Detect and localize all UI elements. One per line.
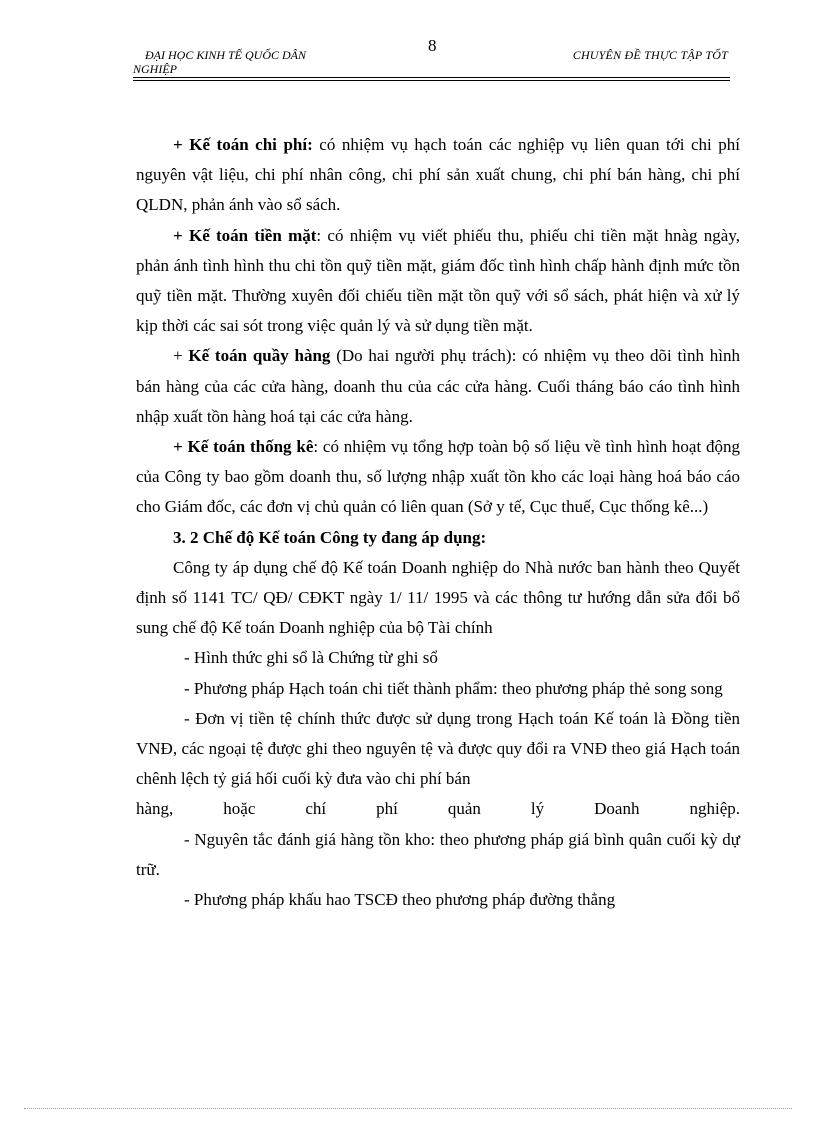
list-item-bookkeeping-form: - Hình thức ghi sổ là Chứng từ ghi sổ bbox=[184, 648, 438, 668]
list-item-depreciation: - Phương pháp khấu hao TSCĐ theo phương pháp đường thẳng bbox=[184, 890, 616, 910]
text-counter-accountant: (Do hai người phụ trách): có nhiệm vụ theo dõi tình hình bán hàng của các cửa hàng, doanh thu của các cửa hàng. Cuối tháng báo cáo tình hình nhập xuất tồn hàng hoá tại các cửa hàng. bbox=[136, 346, 740, 426]
paragraph-counter-accountant bbox=[136, 341, 740, 432]
label-cash-accountant: + Kế toán tiền mặt bbox=[173, 225, 317, 245]
page-header bbox=[133, 36, 730, 80]
label-cost-accountant: + Kế toán chi phí: bbox=[173, 135, 313, 154]
list-item-inventory-valuation: - Nguyên tắc đánh giá hàng tồn kho: theo phương pháp giá bình quân cuối kỳ dự trữ. bbox=[136, 829, 740, 879]
list-item-currency: - Đơn vị tiền tệ chính thức được sử dụng trong Hạch toán Kế toán là Đồng tiền VNĐ, các ngoại tệ được ghi theo nguyên tệ và được quy đổi ra VNĐ theo giá Hạch toán chênh lệch tỷ giá hối cuối kỳ đưa vào chi phí bán bbox=[136, 708, 740, 789]
page-bottom-border bbox=[24, 1108, 792, 1109]
list-item-product-method: - Phương pháp Hạch toán chi tiết thành phẩm: theo phương pháp thẻ song song bbox=[184, 678, 723, 698]
paragraph-statistics-accountant bbox=[136, 432, 740, 523]
header-report-title: CHUYÊN ĐỀ THỰC TẬP TỐT bbox=[572, 48, 728, 62]
header-university: ĐẠI HỌC KINH TẾ QUỐC DÂN bbox=[145, 48, 307, 62]
prefix-counter-accountant: + bbox=[173, 346, 189, 366]
list-item-currency-cont: hàng, hoặc chí phí quản lý Doanh nghiệp. bbox=[136, 799, 740, 819]
paragraph-cost-accountant bbox=[136, 130, 740, 221]
document-body bbox=[136, 130, 740, 915]
paragraph-accounting-regime: Công ty áp dụng chế độ Kế toán Doanh nghiệp do Nhà nước ban hành theo Quyết định số 1141 TC/ QĐ/ CĐKT ngày 1/ 11/ 1995 và các thông tư hướng dẫn sửa đổi bổ sung chế độ Kế toán Doanh nghiệp của bộ Tài chính bbox=[136, 557, 740, 638]
text-statistics-accountant: : có nhiệm vụ tổng hợp toàn bộ số liệu về tình hình hoạt động của Công ty bao gồm doanh thu, số lượng nhập xuất tồn kho các loại hàng hoá báo cáo cho Giám đốc, các đơn vị chủ quản có liên quan (Sở y tế, Cục thuế, Cục thống kê...) bbox=[136, 437, 740, 517]
page-number: 8 bbox=[428, 36, 437, 55]
section-heading: 3. 2 Chế độ Kế toán Công ty đang áp dụng: bbox=[173, 527, 487, 547]
header-university-cont: NGHIỆP bbox=[133, 62, 177, 76]
label-statistics-accountant: + Kế toán thống kê bbox=[173, 437, 314, 457]
label-counter-accountant: Kế toán quầy hàng bbox=[188, 346, 331, 366]
header-rule-bottom bbox=[133, 80, 730, 81]
text-cash-accountant: : có nhiệm vụ viết phiếu thu, phiếu chi tiền mặt hnàg ngày, phản ánh tình hình thu chi tồn quỹ tiền mặt, giám đốc tình hình chấp hành định mức tồn quỹ tiền mặt. Thường xuyên đối chiếu tiền mặt tồn quỹ với sổ sách, phát hiện và xử lý kịp thời các sai sót trong việc quản lý và sử dụng tiền mặt. bbox=[136, 225, 740, 336]
text-cost-accountant: có nhiệm vụ hạch toán các nghiệp vụ liên quan tới chi phí nguyên vật liệu, chi phí nhân công, chi phí sản xuất chung, chi phí bán hàng, chi phí QLDN, phản ánh vào sổ sách. bbox=[136, 135, 740, 215]
header-rule-top bbox=[133, 77, 730, 78]
paragraph-cash-accountant bbox=[136, 221, 740, 342]
